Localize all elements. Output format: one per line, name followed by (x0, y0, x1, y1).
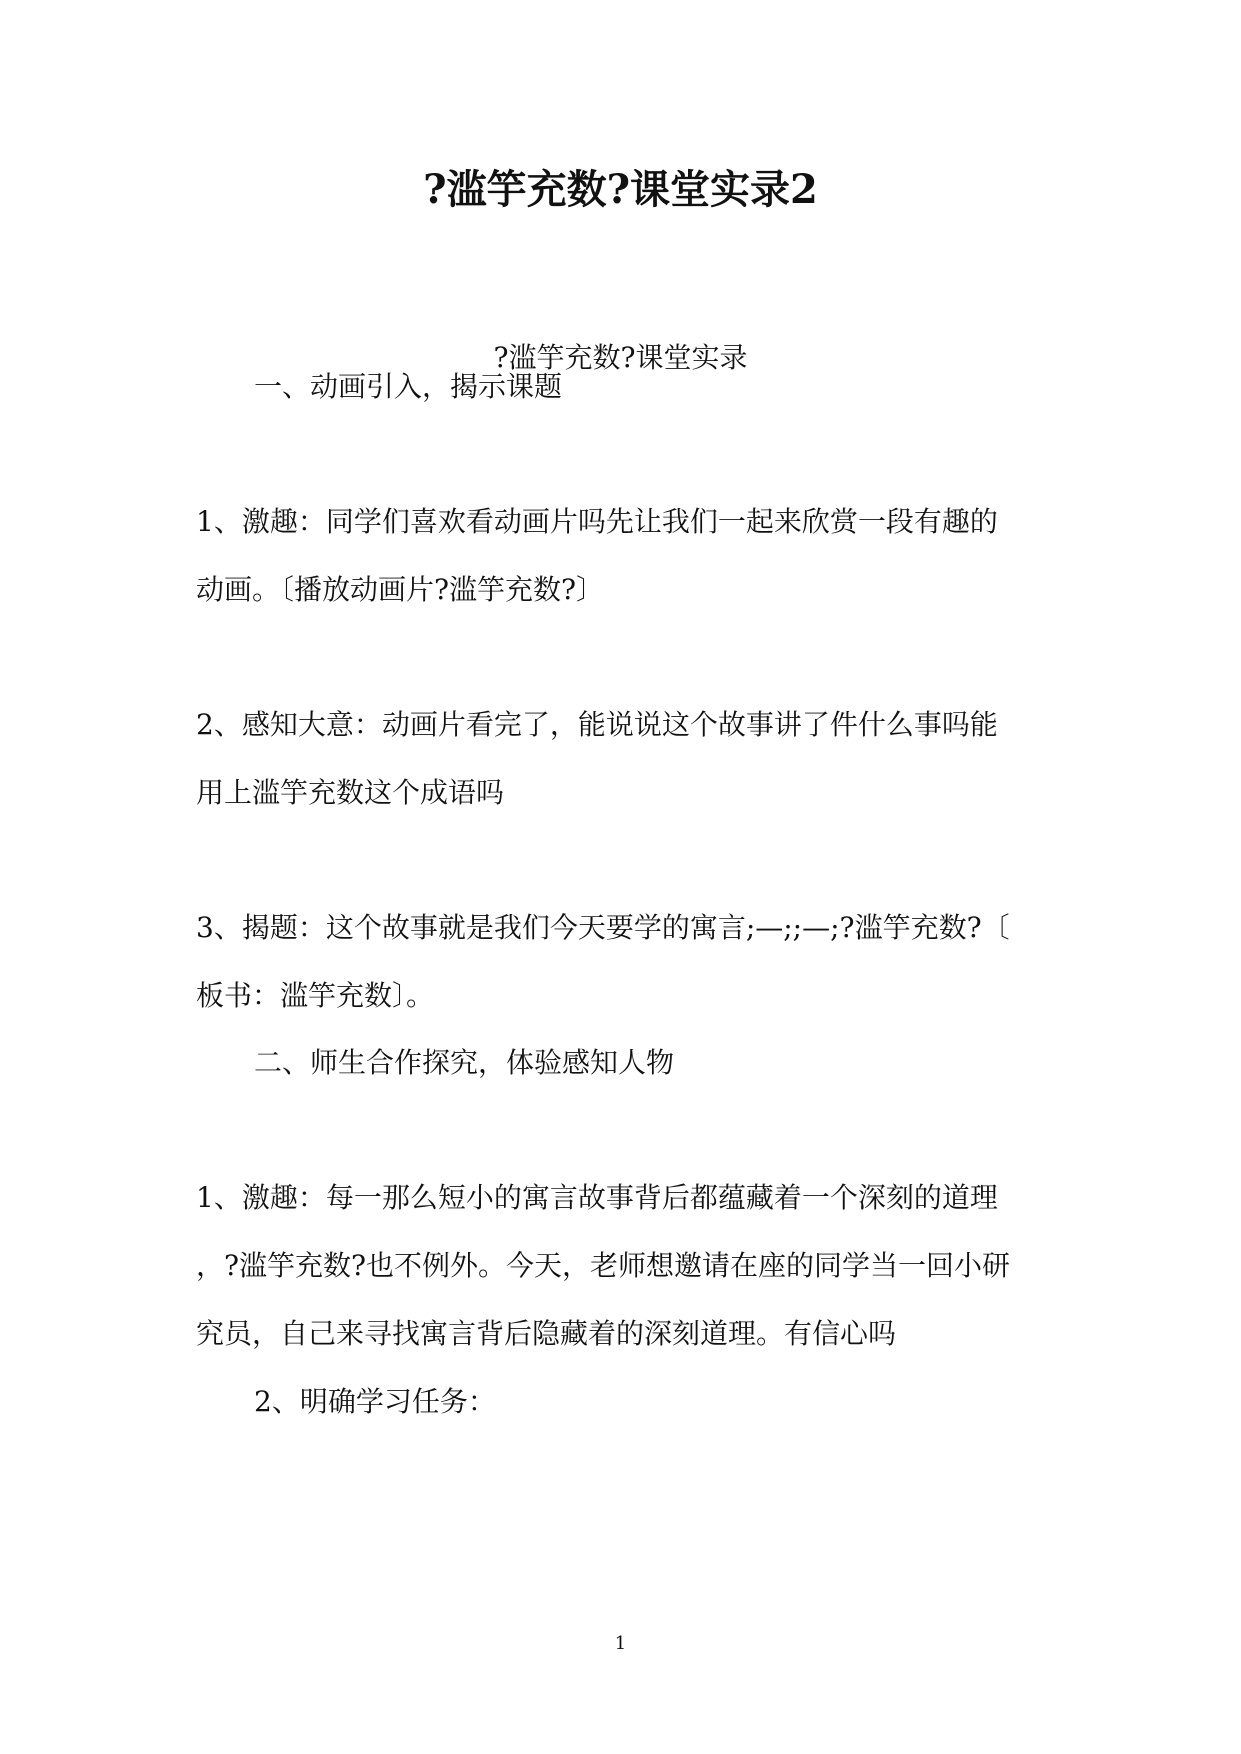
document-subtitle: ?滥竽充数?课堂实录 (493, 341, 748, 374)
section-heading-2: 二、师生合作探究，体验感知人物 (254, 1046, 675, 1079)
paragraph-line: 2、感知大意：动画片看完了，能说说这个故事讲了件什么事吗能 (196, 708, 998, 741)
section-heading-1: 一、动画引入，揭示课题 (254, 370, 563, 403)
paragraph-line: 动画。〔播放动画片?滥竽充数?〕 (196, 573, 605, 606)
paragraph-line: ，?滥竽充数?也不例外。今天，老师想邀请在座的同学当一回小研 (196, 1249, 1011, 1282)
paragraph-line: 3、揭题：这个故事就是我们今天要学的寓言;—;;—;?滥竽充数?〔 (196, 911, 1010, 944)
paragraph-line: 究员，自己来寻找寓言背后隐藏着的深刻道理。有信心吗 (196, 1317, 897, 1350)
paragraph-line: 1、激趣：每一那么短小的寓言故事背后都蕴藏着一个深刻的道理 (196, 1181, 998, 1214)
paragraph-line: 用上滥竽充数这个成语吗 (196, 776, 505, 809)
paragraph-line: 2、明确学习任务： (254, 1385, 496, 1418)
page-number: 1 (614, 1633, 627, 1654)
paragraph-line: 板书：滥竽充数〕。 (196, 979, 435, 1012)
paragraph-line: 1、激趣：同学们喜欢看动画片吗先让我们一起来欣赏一段有趣的 (196, 505, 998, 538)
document-title: ?滥竽充数?课堂实录2 (423, 166, 818, 213)
